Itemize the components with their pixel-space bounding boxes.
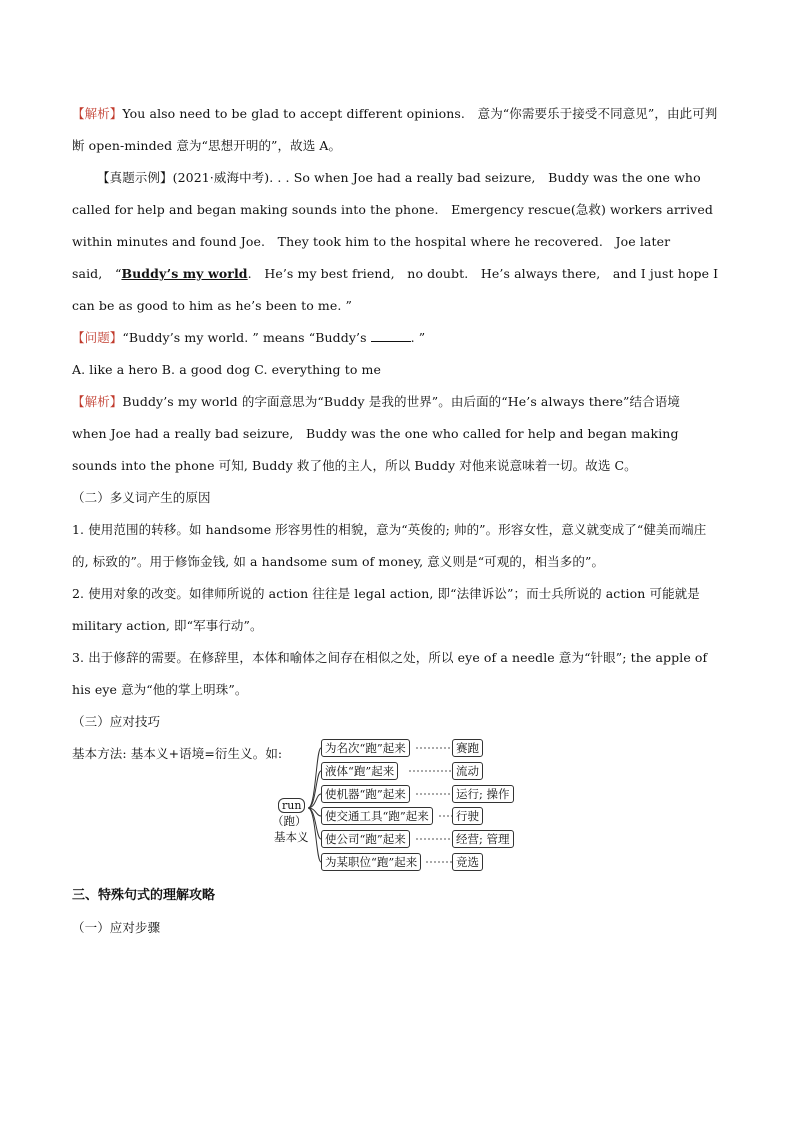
question-tag: 【问题】 (72, 330, 123, 345)
meaning-box-2: 流动 (452, 762, 483, 780)
meaning-box-6: 竞选 (452, 853, 483, 871)
root-word-gloss: （跑） (272, 814, 307, 828)
exam-example-paragraph (72, 162, 722, 322)
part-three-title: 三、特殊句式的理解攻略 (72, 888, 216, 903)
question-paragraph (72, 322, 722, 354)
exam-example-tag: 【真题示例】 (97, 170, 173, 185)
answer-options: A. like a hero B. a good dog C. everything to me (72, 362, 381, 377)
meaning-box-5: 经营; 管理 (452, 830, 514, 848)
underlined-phrase: Buddy’s my world (121, 266, 248, 281)
root-label: 基本义 (274, 830, 309, 844)
context-box-5: 使公司“跑”起来 (321, 830, 410, 848)
context-box-2: 液体“跑”起来 (321, 762, 398, 780)
context-box-4: 使交通工具“跑”起来 (321, 807, 433, 825)
part-three (72, 880, 722, 944)
basic-method: 基本方法: 基本义+语境=衍生义。如: (72, 746, 283, 761)
cause-item-3: 3. 出于修辞的需要。在修辞里，本体和喻体之间存在相似之处，所以 eye of a needle 意为“针眼”; the apple of his eye 意为“他的掌上明珠”。 (72, 650, 708, 697)
meaning-box-3: 运行; 操作 (452, 785, 514, 803)
analysis-paragraph-2 (72, 386, 722, 482)
cause-item-1: 1. 使用范围的转移。如 handsome 形容男性的相貌，意为“英俊的; 帅的”。形容女性，意义就变成了“健美而端庄的, 标致的”。用于修饰金钱, 如 a handsome sum of money, 意义则是“可观的，相当多的”。 (72, 522, 707, 569)
meaning-box-4: 行驶 (452, 807, 483, 825)
context-box-6: 为某职位“跑”起来 (321, 853, 421, 871)
meaning-box-1: 赛跑 (452, 739, 483, 757)
analysis-paragraph-1 (72, 98, 722, 162)
context-box-3: 使机器“跑”起来 (321, 785, 410, 803)
exam-example-text: (2021·威海中考). . . So when Joe had a really bad seizure, Buddy was the one who called for help and began making sounds into the phone. Emergency rescue(急救) workers arrived within minutes and found Joe. They took him to the hospital where he recovered. Joe later said, “ (72, 170, 713, 281)
context-box-1: 为名次“跑”起来 (321, 739, 410, 757)
question-text: “Buddy’s my world. ” means “Buddy’s (122, 330, 371, 345)
section-title-polysemy-causes: （二）多义词产生的原因 (72, 490, 211, 505)
analysis-text: You also need to be glad to accept different opinions. 意为“你需要乐于接受不同意见”，由此可判断 open-minded 意为“思想开明的”，故选 A。 (72, 106, 718, 153)
part-three-subtitle: （一）应对步骤 (72, 920, 161, 935)
analysis-tag: 【解析】 (72, 106, 123, 121)
answer-blank (371, 329, 411, 342)
analysis-text-2: Buddy’s my world 的字面意思为“Buddy 是我的世界”。由后面的“He’s always there”结合语境 when Joe had a really bad seizure, Buddy was the one who called for help and began making sounds into the phone 可知, Buddy 救了他的主人，所以 Buddy 对他来说意味着一切。故选 C。 (72, 394, 693, 473)
section-title-strategies: （三）应对技巧 (72, 714, 161, 729)
question-text-end: . ” (410, 330, 426, 345)
cause-item-2: 2. 使用对象的改变。如律师所说的 action 往往是 legal action, 即“法律诉讼”；而士兵所说的 action 可能就是 military action, 即“军事行动”。 (72, 586, 700, 633)
run-meaning-diagram (272, 734, 522, 874)
document-body (72, 98, 722, 770)
analysis-tag-2: 【解析】 (72, 394, 123, 409)
root-word-box: run (278, 798, 305, 813)
exam-example-text-end: . He’s my best friend, no doubt. He’s always there, and I just hope I can be as good to him as he’s been to me. ” (72, 266, 719, 313)
